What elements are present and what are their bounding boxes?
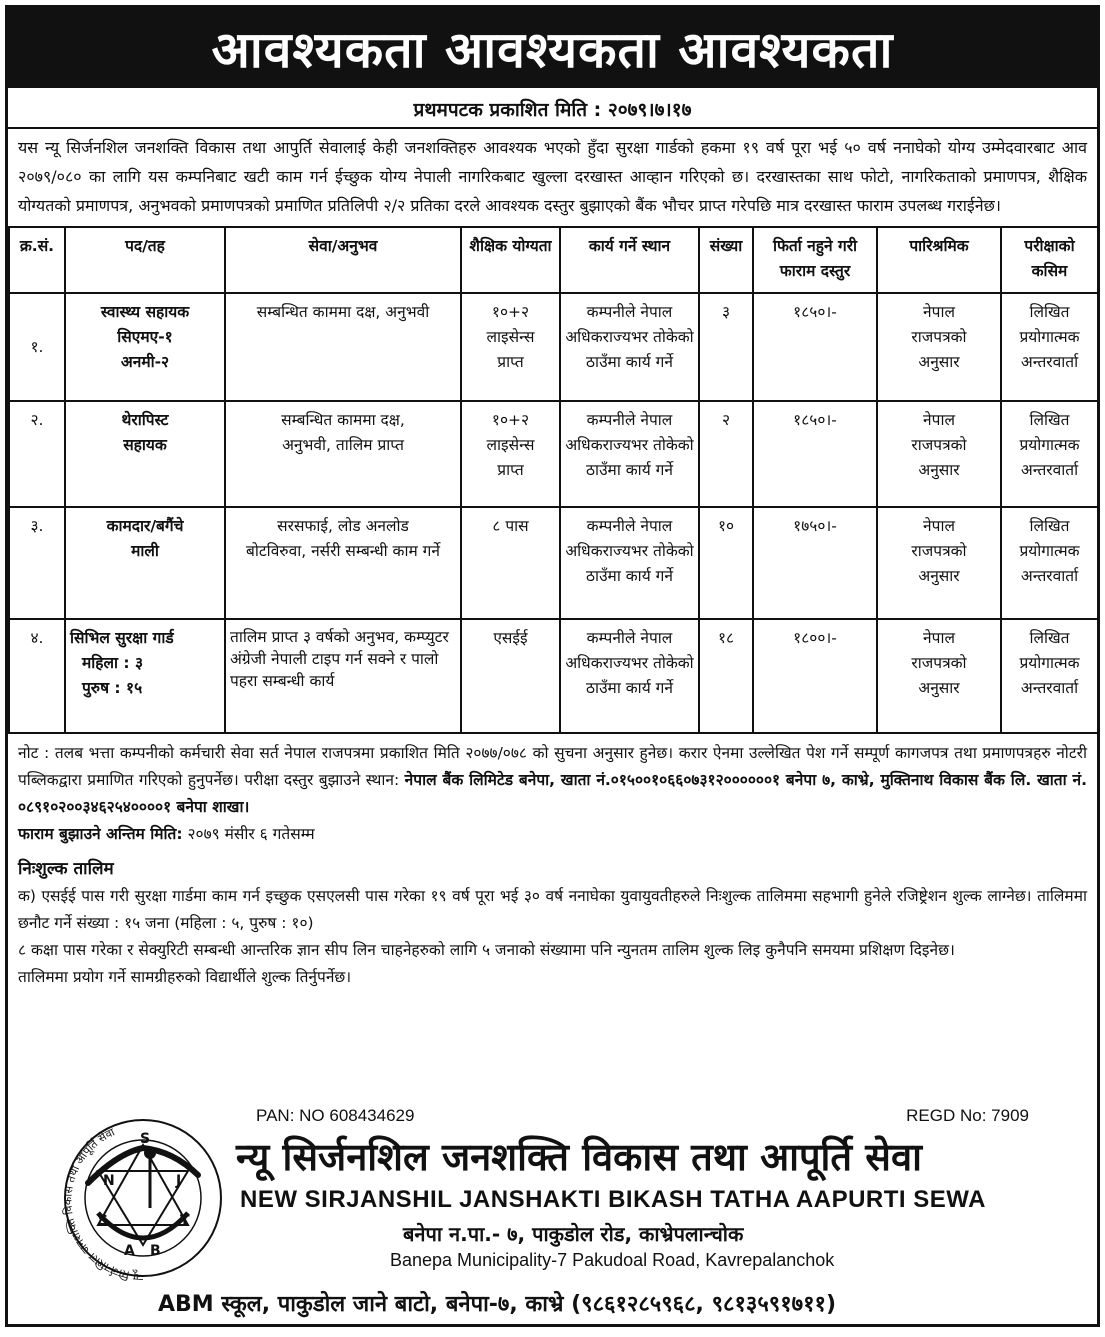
vacancy-table	[8, 226, 1099, 734]
cell-qualification: १०+२ लाइसेन्स प्राप्त	[461, 401, 560, 507]
post-line: पुरुष : १५	[82, 679, 143, 697]
cell-fee: १७५०।-	[753, 507, 877, 619]
cell-count: ३	[699, 293, 753, 401]
table-row	[9, 401, 1098, 507]
cell-count: १८	[699, 619, 753, 733]
cell-location: कम्पनीले नेपाल अधिकराज्यभर तोकेको ठाउँमा कार्य गर्ने	[560, 401, 699, 507]
note-paragraph	[18, 740, 1087, 821]
deadline-value: २०७९ मंसीर ६ गतेसम्म	[187, 825, 315, 843]
post-line: कामदार/बगैंचे	[106, 517, 184, 535]
cell-qualification: ८ पास	[461, 507, 560, 619]
post-line: महिला : ३	[82, 654, 144, 672]
post-line: स्वास्थ्य सहायक	[100, 303, 190, 321]
cell-salary: नेपाल राजपत्रको अनुसार	[877, 401, 1001, 507]
post-line: अनमी-२	[120, 353, 170, 371]
cell-location: कम्पनीले नेपाल अधिकराज्यभर तोकेको ठाउँमा कार्य गर्ने	[560, 507, 699, 619]
logo-letter: J	[176, 1173, 182, 1189]
cell-location: कम्पनीले नेपाल अधिकराज्यभर तोकेको ठाउँमा कार्य गर्ने	[560, 619, 699, 733]
cell-exam: लिखित प्रयोगात्मक अन्तरवार्ता	[1001, 507, 1098, 619]
header-sn: क्र.सं.	[9, 227, 65, 293]
cell-post	[65, 507, 225, 619]
cell-qualification: १०+२ लाइसेन्स प्राप्त	[461, 293, 560, 401]
header-fee: फिर्ता नहुने गरी फाराम दस्तुर	[753, 227, 877, 293]
cell-count: १०	[699, 507, 753, 619]
company-logo-icon	[58, 1113, 228, 1283]
cell-experience: तालिम प्राप्त ३ वर्षको अनुभव, कम्प्युटर अंग्रेजी नेपाली टाइप गर्न सक्ने र पालो पहरा सम्बन्धी कार्य	[225, 619, 461, 733]
logo-letter: T	[180, 1213, 190, 1229]
cell-sn: २.	[9, 401, 65, 507]
cell-salary: नेपाल राजपत्रको अनुसार	[877, 507, 1001, 619]
cell-exam: लिखित प्रयोगात्मक अन्तरवार्ता	[1001, 293, 1098, 401]
logo-letter: B	[150, 1243, 161, 1259]
logo-letter: A	[124, 1243, 135, 1259]
footer	[8, 1098, 1097, 1327]
cell-salary: नेपाल राजपत्रको अनुसार	[877, 293, 1001, 401]
headline-banner: आवश्यकता आवश्यकता आवश्यकता	[8, 8, 1097, 88]
bank-details: नेपाल बैंक लिमिटेड बनेपा, खाता नं.०१५००१०६६०७३१२००००००१ बनेपा ७, काभ्रे, मुक्तिनाथ विकास बैंक लि. खाता नं. ०८९१०२००३४६२५४००००१ बनेपा शाखा।	[18, 771, 1087, 816]
cell-experience: सम्बन्धित काममा दक्ष, अनुभवी	[225, 293, 461, 401]
intro-paragraph: यस न्यू सिर्जनशिल जनशक्ति विकास तथा आपुर्ति सेवालाई केही जनशक्तिहरु आवश्यक भएको हुँदा सुरक्षा गार्डको हकमा १९ वर्ष पूरा भई ५० वर्ष ननाघेको योग्य उम्मेदवारबाट आव २०७९/०८० का लागि यस कम्पनिबाट खटी काम गर्न ईच्छुक योग्य नेपाली नागरिकबाट खुल्ला दरखास्त आव्हान गरिएको छ। दरखास्तका साथ फोटो, नागरिकताको प्रमाणपत्र, शैक्षिक योग्यतको प्रमाणपत्र, अनुभवको प्रमाणपत्रको प्रमाणित प्रतिलिपी २/२ प्रतिका दरले आवश्यक दस्तुर बुझाएको बैंक भौचर प्राप्त गरेपछि मात्र दरखास्त फाराम उपलब्ध गराईनेछ।	[18, 138, 1087, 215]
cell-post	[65, 293, 225, 401]
cell-exam: लिखित प्रयोगात्मक अन्तरवार्ता	[1001, 619, 1098, 733]
advertisement	[5, 5, 1100, 1327]
training-item-a: क) एसईई पास गरी सुरक्षा गार्डमा काम गर्न इच्छुक एसएलसी पास गरेका १९ वर्ष पूरा भई ३० वर्ष ननाघेका युवायुवतीहरुले निःशुल्क तालिममा सहभागी हुनेले रजिष्ट्रेशन शुल्क लाग्नेछ। तालिममा छनौट गर्ने संख्या : १५ जना (महिला : ५, पुरुष : १०)	[18, 887, 1087, 932]
post-line: सहायक	[123, 436, 167, 454]
cell-fee: १८५०।-	[753, 293, 877, 401]
cell-exam: लिखित प्रयोगात्मक अन्तरवार्ता	[1001, 401, 1098, 507]
cell-qualification: एसईई	[461, 619, 560, 733]
header-count: संख्या	[699, 227, 753, 293]
cell-fee: १८००।-	[753, 619, 877, 733]
logo-letter: S	[98, 1213, 109, 1229]
header-location: कार्य गर्ने स्थान	[560, 227, 699, 293]
cell-post	[65, 619, 225, 733]
organization-name-nepali: न्यू सिर्जनशिल जनशक्ति विकास तथा आपूर्ति सेवा	[236, 1135, 922, 1179]
cell-location: कम्पनीले नेपाल अधिकराज्यभर तोकेको ठाउँमा कार्य गर्ने	[560, 293, 699, 401]
deadline-label: फाराम बुझाउने अन्तिम मिति:	[18, 825, 183, 843]
cell-sn: ४.	[9, 619, 65, 733]
header-qualification: शैक्षिक योग्यता	[461, 227, 560, 293]
contact-info: ABM स्कूल, पाकुडोल जाने बाटो, बनेपा-७, काभ्रे (९८६१२८५९६८, ९८१३५९१७११)	[158, 1292, 837, 1317]
cell-post	[65, 401, 225, 507]
header-post: पद/तह	[65, 227, 225, 293]
training-item-b: ८ कक्षा पास गरेका र सेक्युरिटी सम्बन्धी आन्तरिक ज्ञान सीप लिन चाहनेहरुको लागि ५ जनाको संख्यामा पनि न्युनतम तालिम शुल्क लिइ कुनैपनि समयमा प्रशिक्षण दिइनेछ।	[18, 941, 955, 959]
post-line: माली	[131, 542, 159, 560]
logo-ring-text: न्यू सिर्जनशिल जनशक्ति विकास तथा आपूर्ति सेवा	[61, 1125, 144, 1283]
post-line: सिएमए-१	[117, 328, 173, 346]
address-nepali: बनेपा न.पा.- ७, पाकुडोल रोड, काभ्रेपलान्चोक	[403, 1222, 744, 1246]
cell-count: २	[699, 401, 753, 507]
cell-sn: ३.	[9, 507, 65, 619]
logo-letter: S	[140, 1131, 151, 1147]
address-english: Banepa Municipality-7 Pakudoal Road, Kavrepalanchok	[390, 1250, 835, 1270]
first-published-date: प्रथमपटक प्रकाशित मिति : २०७९।७।१७	[8, 88, 1097, 129]
header-experience: सेवा/अनुभव	[225, 227, 461, 293]
table-row	[9, 293, 1098, 401]
post-line: सिभिल सुरक्षा गार्ड	[70, 629, 174, 647]
registration-number: REGD No: 7909	[906, 1106, 1029, 1125]
logo-letter: N	[103, 1173, 115, 1189]
note-text: नोट : तलब भत्ता कम्पनीको कर्मचारी सेवा सर्त नेपाल राजपत्रमा प्रकाशित मिति २०७७/०७८ को सुचना अनुसार हुनेछ। करार ऐनमा उल्लेखित पेश गर्ने सम्पूर्ण कागजपत्र तथा प्रमाणपत्रहरु नोटरी पब्लिकद्वारा प्रमाणित गरिएको हुनुपर्नेछ। परीक्षा दस्तुर बुझाउने स्थान:	[18, 744, 1087, 789]
training-item-c: तालिममा प्रयोग गर्ने सामग्रीहरुको विद्यार्थीले शुल्क तिर्नुपर्नेछ।	[18, 968, 352, 986]
pan-number: PAN: NO 608434629	[256, 1106, 415, 1125]
training-heading: निःशुल्क तालिम	[18, 859, 114, 879]
table-header-row	[9, 227, 1098, 293]
table-row	[9, 507, 1098, 619]
cell-sn: १.	[9, 293, 65, 401]
cell-experience: सरसफाई, लोड अनलोड बोटविरुवा, नर्सरी सम्बन्धी काम गर्ने	[225, 507, 461, 619]
cell-fee: १८५०।-	[753, 401, 877, 507]
organization-name-english: NEW SIRJANSHIL JANSHAKTI BIKASH TATHA AAPURTI SEWA	[240, 1186, 986, 1213]
deadline-line	[18, 821, 1087, 848]
notes-section	[8, 734, 1097, 991]
header-exam: परीक्षाको कसिम	[1001, 227, 1098, 293]
post-line: थेरापिस्ट	[121, 411, 169, 429]
cell-salary: नेपाल राजपत्रको अनुसार	[877, 619, 1001, 733]
cell-experience: सम्बन्धित काममा दक्ष, अनुभवी, तालिम प्राप्त	[225, 401, 461, 507]
table-row	[9, 619, 1098, 733]
header-salary: पारिश्रमिक	[877, 227, 1001, 293]
